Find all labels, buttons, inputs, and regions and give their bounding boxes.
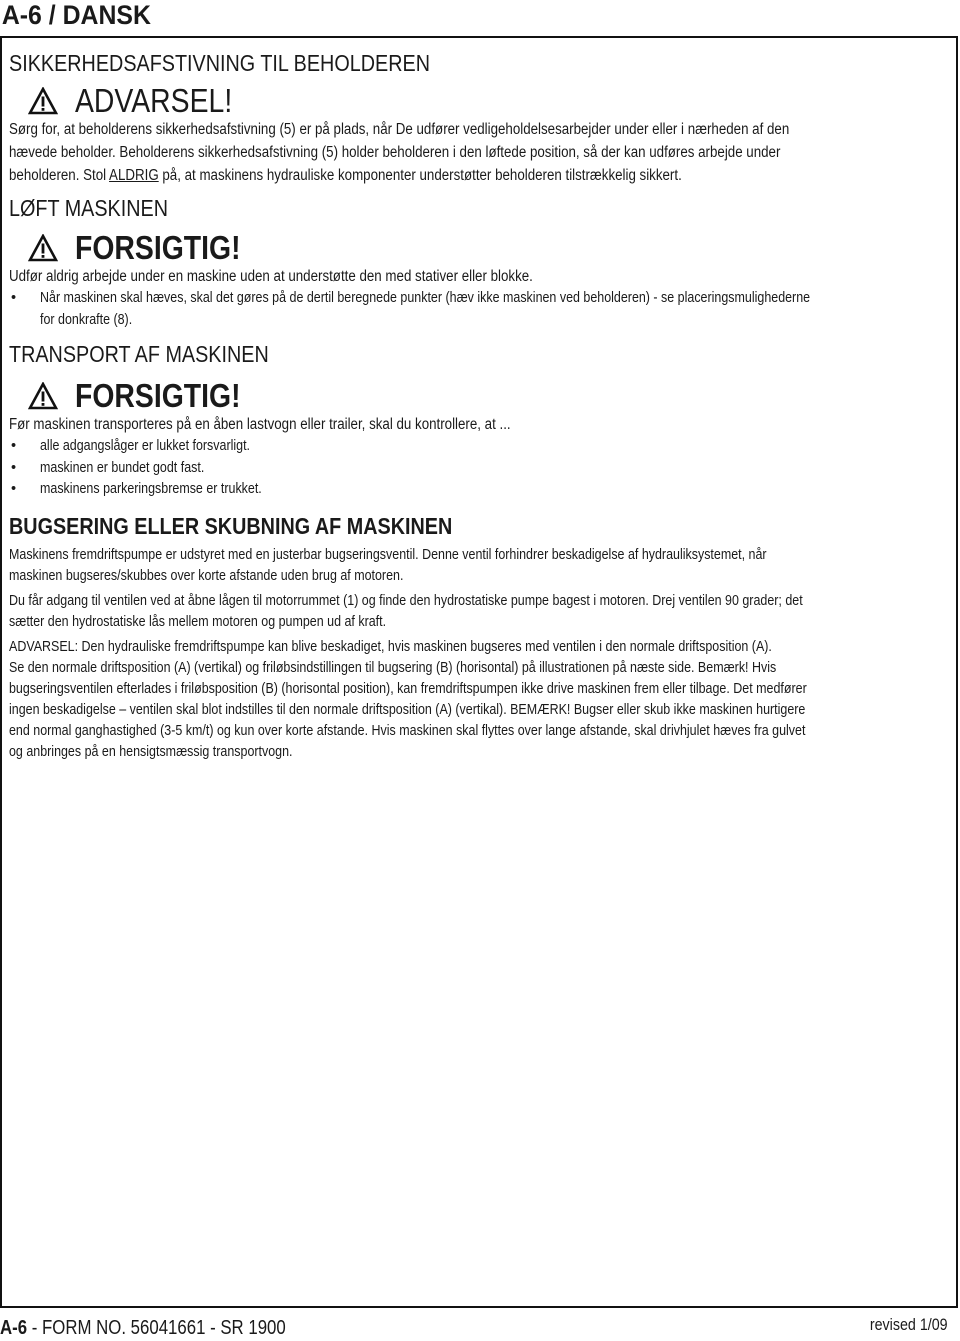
list-item: • maskinen er bundet godt fast.	[9, 458, 951, 480]
warning-title: ADVARSEL!	[75, 82, 233, 119]
never-emphasis: ALDRIG	[109, 167, 159, 184]
transport-intro: Før maskinen transporteres på en åben lastvogn eller trailer, skal du kontrollere, at ...	[9, 416, 511, 433]
section-title-lift-machine: LØFT MASKINEN	[9, 195, 169, 221]
caution-row-transport	[9, 379, 951, 413]
section-title-towing: BUGSERING ELLER SKUBNING AF MASKINEN	[9, 512, 453, 539]
towing-paragraph-1: Maskinens fremdriftspumpe er udstyret med en justerbar bugseringsventil. Denne ventil forhindrer beskadigelse af hydrauliksystemet, når maskinen bugseres/skubbes over korte afstande uden brug af motoren.	[9, 546, 767, 584]
caution-title: FORSIGTIG!	[75, 377, 241, 414]
lift-intro: Udfør aldrig arbejde under en maskine uden at understøtte den med stativer eller blokke.	[9, 268, 533, 285]
caution-triangle-icon	[28, 234, 58, 262]
caution-row-lift	[9, 231, 951, 265]
list-item: • maskinens parkeringsbremse er trukket.	[9, 479, 951, 501]
lift-bullets	[9, 288, 951, 331]
page-content	[9, 48, 951, 763]
footer-form-text: - FORM NO. 56041661 - SR 1900	[27, 1317, 286, 1339]
towing-paragraph-3: ADVARSEL: Den hydrauliske fremdriftspumpe kan blive beskadiget, hvis maskinen bugseres med ventilen i den normale driftsposition (A). Se den normale driftsposition (A) (vertikal) og friløbsindstillingen til bugsering (B) (horisontal) på illustrationen på næste side. Bemærk! Hvis bugseringsventilen efterlades i friløbsposition (B) (horisontal position), kan fremdriftspumpen ikke drive maskinen frem eller tilbage. Det medfører ingen beskadigelse – ventilen skal blot indstilles til den normale driftsposition (A) (vertikal). BEMÆRK! Bugser eller skub ikke maskinen hurtigere end normal ganghastighed (3-5 km/t) og kun over korte afstande. Hvis maskinen skal flyttes over lange afstande, skal drivhjulet hæves fra gulvet og anbringes på en hensigtsmæssig transportvogn.	[9, 638, 807, 760]
section-title-safety-support: SIKKERHEDSAFSTIVNING TIL BEHOLDEREN	[9, 50, 430, 76]
caution-title: FORSIGTIG!	[75, 229, 241, 266]
list-item: • Når maskinen skal hæves, skal det gøres på de dertil beregnede punkter (hæv ikke maskinen ved beholderen) - se placeringsmulighederne for donkrafte (8).	[9, 288, 951, 331]
footer-revision: revised 1/09	[870, 1315, 948, 1334]
warning-row	[9, 84, 951, 118]
footer-form-number	[0, 1316, 340, 1340]
transport-bullets	[9, 436, 951, 501]
towing-paragraph-2: Du får adgang til ventilen ved at åbne lågen til motorrummet (1) og finde den hydrostatiske pumpe bagest i motoren. Drej ventilen 90 grader; det sætter den hydrostatiske lås mellem motoren og pumpen ud af kraft.	[9, 592, 803, 630]
safety-paragraph: Sørg for, at beholderens sikkerhedsafstivning (5) er på plads, når De udfører vedligeholdelsesarbejder under eller i nærheden af den hævede beholder. Beholderens sikkerhedsafstivning (5) holder beholderen i den løftede position, så der kan udføres arbejde under beholderen. Stol ALDRIG på, at maskinens hydrauliske komponenter understøtter beholderen tilstrækkelig sikkert.	[9, 121, 790, 184]
list-item: • alle adgangslåger er lukket forsvarligt.	[9, 436, 951, 458]
page-header: A-6 / DANSK	[1, 0, 151, 30]
caution-triangle-icon	[28, 382, 58, 410]
warning-triangle-icon	[28, 87, 58, 115]
section-title-transport: TRANSPORT AF MASKINEN	[9, 341, 269, 367]
footer-page-ref: A-6	[0, 1317, 28, 1339]
